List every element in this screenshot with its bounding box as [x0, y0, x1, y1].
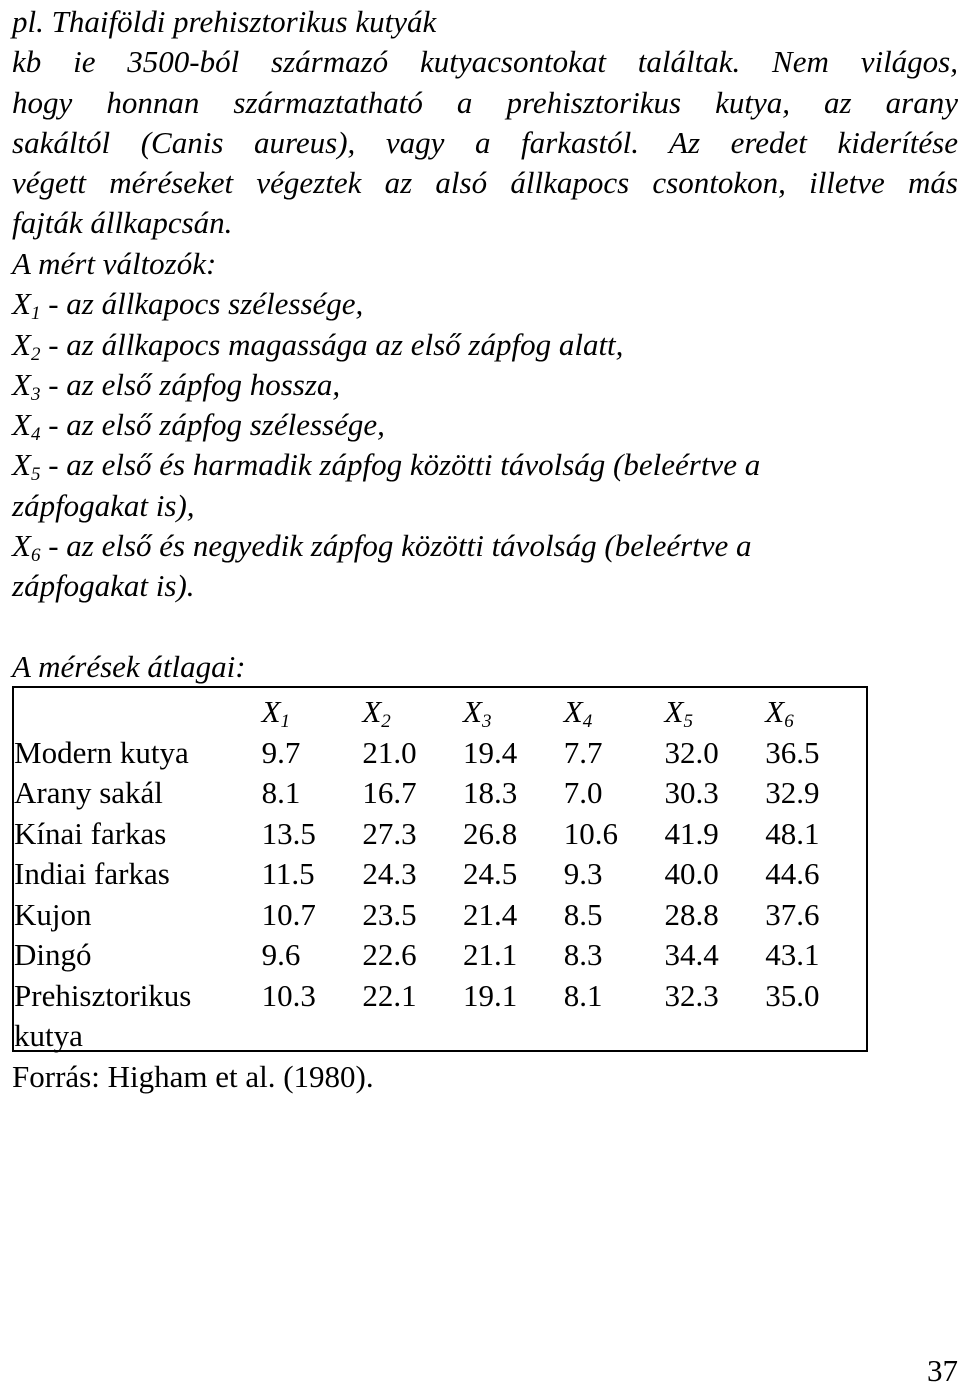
- table-row: [14, 773, 866, 814]
- table-cell: 11.5: [261, 856, 315, 891]
- column-header-symbol: X: [765, 694, 785, 729]
- table-cell: 7.0: [563, 775, 603, 810]
- table-cell: 8.1: [563, 977, 603, 1013]
- page-number: 37: [927, 1353, 958, 1388]
- variable-subscript: 3: [30, 383, 41, 405]
- empty-cell: [463, 1016, 564, 1057]
- row-label: Arany sakál: [14, 775, 163, 810]
- column-header-subscript: 5: [683, 711, 693, 732]
- row-label: Indiai farkas: [14, 856, 170, 891]
- variable-item: [12, 365, 958, 405]
- column-header: [564, 692, 665, 733]
- empty-cell: [564, 1016, 665, 1057]
- table-corner-cell: [14, 692, 262, 733]
- variable-item-continuation: zápfogakat is),: [12, 487, 195, 523]
- variable-subscript: 5: [30, 464, 41, 486]
- table-cell: 34.4: [664, 937, 719, 972]
- table-cell: 22.6: [362, 937, 417, 972]
- table-cell: 21.0: [362, 734, 417, 770]
- table-header-row: [14, 692, 866, 733]
- column-header-subscript: 2: [381, 711, 391, 732]
- table-cell: 8.1: [261, 775, 301, 810]
- empty-cell: [765, 1016, 866, 1057]
- table-cell: 19.4: [463, 734, 518, 770]
- intro-line: végett méréseket végeztek az alsó állkapocs csontokon, illetve más: [12, 165, 958, 201]
- table-cell: 27.3: [362, 815, 417, 851]
- column-header-subscript: 1: [280, 711, 291, 732]
- row-label: Modern kutya: [14, 734, 189, 770]
- variable-subscript: 1: [30, 303, 41, 325]
- table-cell: 30.3: [664, 775, 719, 810]
- column-header-symbol: X: [664, 694, 684, 729]
- table-cell: 21.1: [463, 937, 518, 972]
- intro-paragraph: [12, 2, 958, 244]
- column-header-subscript: 6: [784, 711, 794, 732]
- table-cell: 10.7: [261, 896, 316, 932]
- table-cell: 10.6: [563, 815, 619, 851]
- variable-item: [12, 526, 958, 566]
- variables-label: A mért változók:: [12, 246, 217, 281]
- table-cell: 43.1: [765, 937, 820, 972]
- variable-description: - az első zápfog szélessége,: [40, 407, 385, 443]
- variable-symbol: X: [12, 528, 31, 564]
- table-row-continuation: [14, 1016, 866, 1057]
- table-cell: 8.5: [563, 896, 603, 932]
- means-table: [14, 692, 866, 1057]
- table-cell: 7.7: [563, 734, 603, 770]
- row-label: Prehisztorikus: [14, 977, 192, 1013]
- column-header-symbol: X: [463, 694, 482, 729]
- variable-description: - az első zápfog hossza,: [40, 366, 341, 402]
- variable-symbol: X: [12, 366, 31, 402]
- variables-list: [12, 244, 958, 607]
- intro-line: hogy honnan származtatható a prehisztorikus kutya, az arany: [12, 84, 958, 120]
- column-header-subscript: 4: [582, 711, 593, 732]
- variable-item: [12, 405, 958, 445]
- column-header: [362, 692, 463, 733]
- table-cell: 44.6: [765, 856, 820, 891]
- row-label-continuation: kutya: [14, 1018, 83, 1053]
- table-cell: 22.1: [362, 977, 417, 1013]
- table-cell: 35.0: [765, 977, 820, 1013]
- means-table-box: [12, 686, 868, 1052]
- table-cell: 9.6: [261, 937, 301, 972]
- table-cell: 8.3: [563, 937, 603, 972]
- table-cell: 24.5: [463, 856, 518, 891]
- table-cell: 21.4: [463, 896, 518, 932]
- table-row: [14, 733, 866, 774]
- means-label: A mérések átlagai:: [12, 649, 246, 684]
- table-cell: 28.8: [664, 896, 719, 932]
- column-header-symbol: X: [563, 694, 583, 729]
- table-cell: 41.9: [664, 815, 719, 851]
- variable-symbol: X: [12, 286, 31, 322]
- intro-heading: pl. Thaiföldi prehisztorikus kutyák: [12, 4, 437, 39]
- variable-description: - az állkapocs szélessége,: [40, 286, 364, 322]
- variable-symbol: X: [12, 447, 31, 483]
- variable-subscript: 4: [30, 424, 41, 446]
- column-header: [665, 692, 766, 733]
- table-cell: 18.3: [463, 775, 518, 810]
- column-header-symbol: X: [362, 694, 382, 729]
- column-header: [262, 692, 363, 733]
- intro-line: fajták állkapcsán.: [12, 205, 233, 241]
- table-cell: 16.7: [362, 775, 417, 810]
- variable-description: - az állkapocs magassága az első zápfog alatt,: [40, 326, 624, 362]
- empty-cell: [362, 1016, 463, 1057]
- table-cell: 32.9: [765, 775, 820, 810]
- source-citation: Forrás: Higham et al. (1980).: [12, 1059, 374, 1094]
- variable-subscript: 6: [30, 545, 41, 567]
- table-row: [14, 935, 866, 976]
- variable-item: [12, 445, 958, 485]
- intro-line: kb ie 3500-ból származó kutyacsontokat találtak. Nem világos,: [12, 44, 958, 80]
- table-cell: 36.5: [765, 734, 820, 770]
- variable-symbol: X: [12, 326, 31, 362]
- table-cell: 10.3: [261, 977, 316, 1013]
- empty-cell: [665, 1016, 766, 1057]
- variable-item: [12, 284, 958, 324]
- variable-description: - az első és negyedik zápfog közötti távolság (beleértve a: [40, 528, 752, 564]
- table-cell: 48.1: [765, 815, 820, 851]
- column-header-subscript: 3: [481, 711, 492, 732]
- empty-cell: [262, 1016, 363, 1057]
- table-cell: 13.5: [261, 815, 316, 851]
- table-cell: 26.8: [463, 815, 518, 851]
- table-row: [14, 814, 866, 855]
- table-row: [14, 854, 866, 895]
- table-cell: 32.0: [664, 734, 719, 770]
- row-label: Kínai farkas: [14, 815, 167, 851]
- column-header: [463, 692, 564, 733]
- table-row: [14, 976, 866, 1017]
- table-row: [14, 895, 866, 936]
- row-label: Dingó: [14, 937, 92, 972]
- variable-description: - az első és harmadik zápfog közötti távolság (beleértve a: [40, 447, 761, 483]
- column-header-symbol: X: [261, 694, 281, 729]
- table-cell: 9.7: [261, 734, 301, 770]
- variable-item: [12, 325, 958, 365]
- table-cell: 32.3: [664, 977, 719, 1013]
- table-cell: 40.0: [664, 856, 719, 891]
- intro-line: sakáltól (Canis aureus), vagy a farkastól. Az eredet kiderítése: [12, 124, 958, 160]
- table-cell: 37.6: [765, 896, 820, 932]
- row-label: Kujon: [14, 896, 92, 932]
- variable-symbol: X: [12, 407, 31, 443]
- column-header: [765, 692, 866, 733]
- table-cell: 19.1: [463, 977, 518, 1013]
- variable-subscript: 2: [30, 343, 41, 365]
- table-cell: 23.5: [362, 896, 417, 932]
- table-cell: 9.3: [563, 856, 603, 891]
- variable-item-continuation: zápfogakat is).: [12, 568, 195, 604]
- table-cell: 24.3: [362, 856, 417, 891]
